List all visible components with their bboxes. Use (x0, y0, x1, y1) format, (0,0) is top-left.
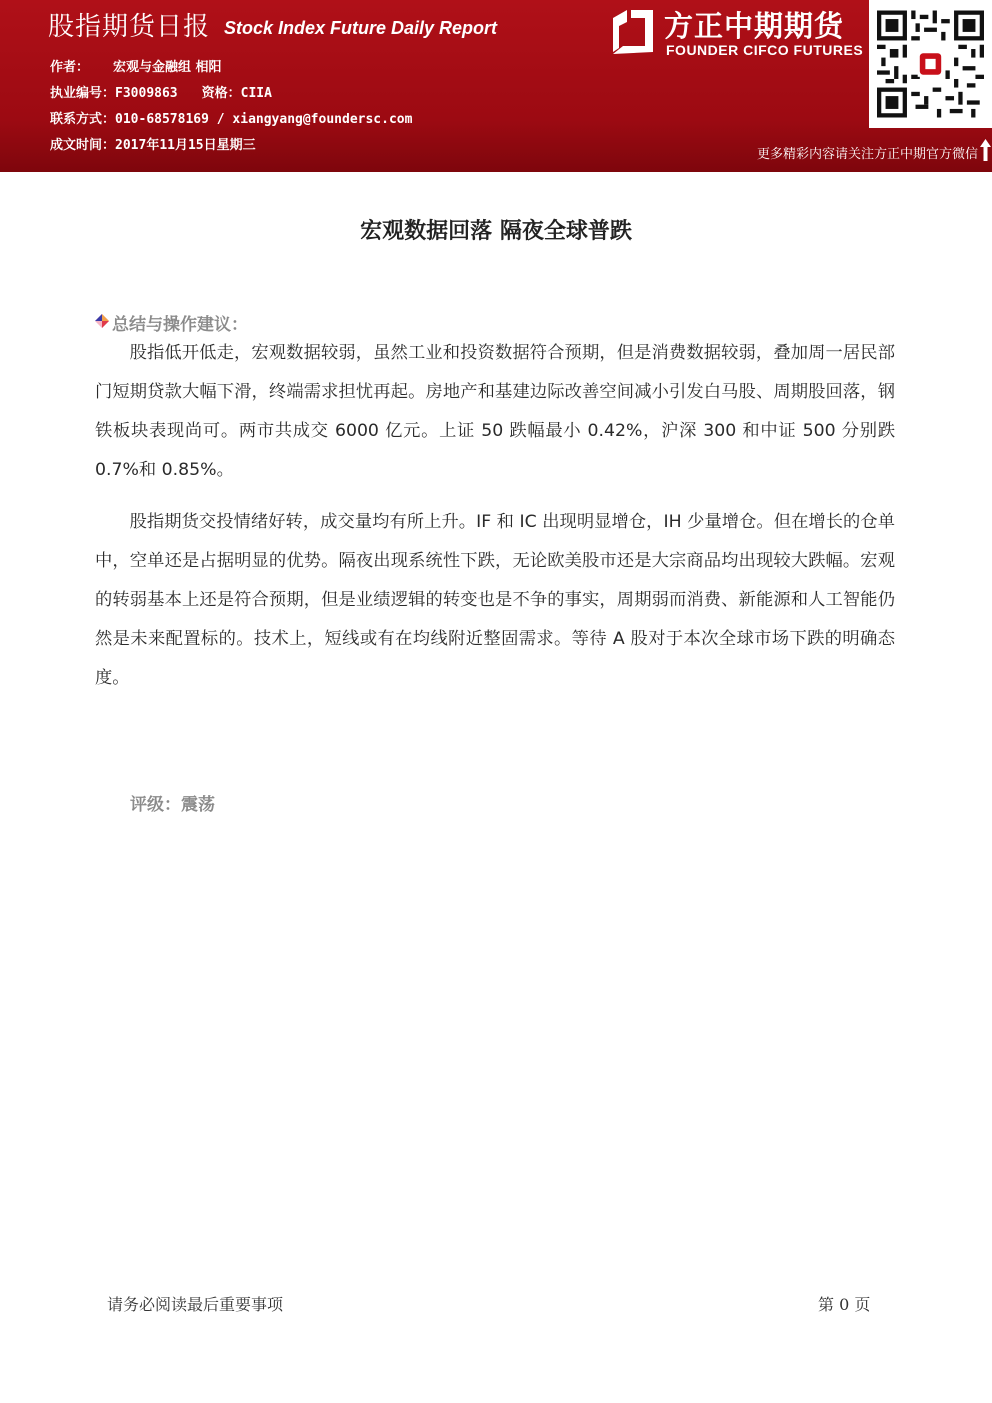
contact-value[interactable]: 010-68578169 / xiangyang@foundersc.com (115, 112, 413, 127)
license-value: F3009863 (115, 86, 178, 101)
contact-label: 联系方式： (50, 112, 116, 127)
report-title-cn: 股指期货日报 (48, 12, 211, 42)
rating-text: 评级：震荡 (130, 795, 215, 815)
qualification-value: CIIA (240, 86, 272, 101)
date-label: 成文时间： (50, 138, 116, 153)
paragraph-futures: 股指期货交投情绪好转，成交量均有所上升。IF 和 IC 出现明显增仓，IH 少量增仓。但在增长的仓单中，空单还是占据明显的优势。隔夜出现系统性下跌，无论欧美股市还是大宗商品均出现较大跌幅。宏观的转弱基本上还是符合预期，但是业绩逻辑的转变也是不争的事实，周期弱而消费、新能源和人工智能仍然是未来配置标的。技术上，短线或有在均线附近整固需求。等待 A 股对于本次全球市场下跌的明确态度。 (95, 512, 895, 688)
section-heading-text: 总结与操作建议： (112, 315, 248, 335)
founder-logo-icon (609, 8, 657, 56)
section-heading (94, 310, 248, 335)
brand-name-cn: 方正中期期货 (664, 9, 845, 43)
author-label: 作者： (50, 60, 90, 75)
footer-notice: 请务必阅读最后重要事项 (107, 1295, 284, 1314)
author-value: 宏观与金融组 相阳 (113, 60, 222, 75)
license-label: 执业编号： (50, 86, 116, 101)
report-header (0, 0, 992, 172)
paragraph-summary: 股指低开低走，宏观数据较弱，虽然工业和投资数据符合预期，但是消费数据较弱，叠加周一居民部门短期贷款大幅下滑，终端需求担忧再起。房地产和基建边际改善空间减小引发白马股、周期股回落，钢铁板块表现尚可。两市共成交 6000 亿元。上证 50 跌幅最小 0.42%，沪深 300 和中证 500 分别跌 0.7%和 0.85%。 (95, 343, 895, 480)
date-row (50, 134, 256, 153)
license-row (50, 82, 272, 101)
author-row (50, 56, 222, 75)
follow-wechat-text: 更多精彩内容请关注方正中期官方微信 (756, 147, 978, 162)
arrow-up-icon (979, 138, 992, 162)
brand-name-en: FOUNDER CIFCO FUTURES (666, 42, 864, 58)
wechat-qr-code (869, 0, 992, 128)
page-number: 第 0 页 (818, 1295, 871, 1314)
qr-code-icon (877, 8, 984, 120)
document-title: 宏观数据回落 隔夜全球普跌 (360, 219, 632, 244)
date-value: 2017年11月15日星期三 (115, 138, 256, 153)
qualification-label: 资格： (201, 86, 241, 101)
report-title-en: Stock Index Future Daily Report (224, 18, 498, 38)
diamond-bullet-icon (94, 313, 110, 329)
contact-row (50, 108, 412, 127)
